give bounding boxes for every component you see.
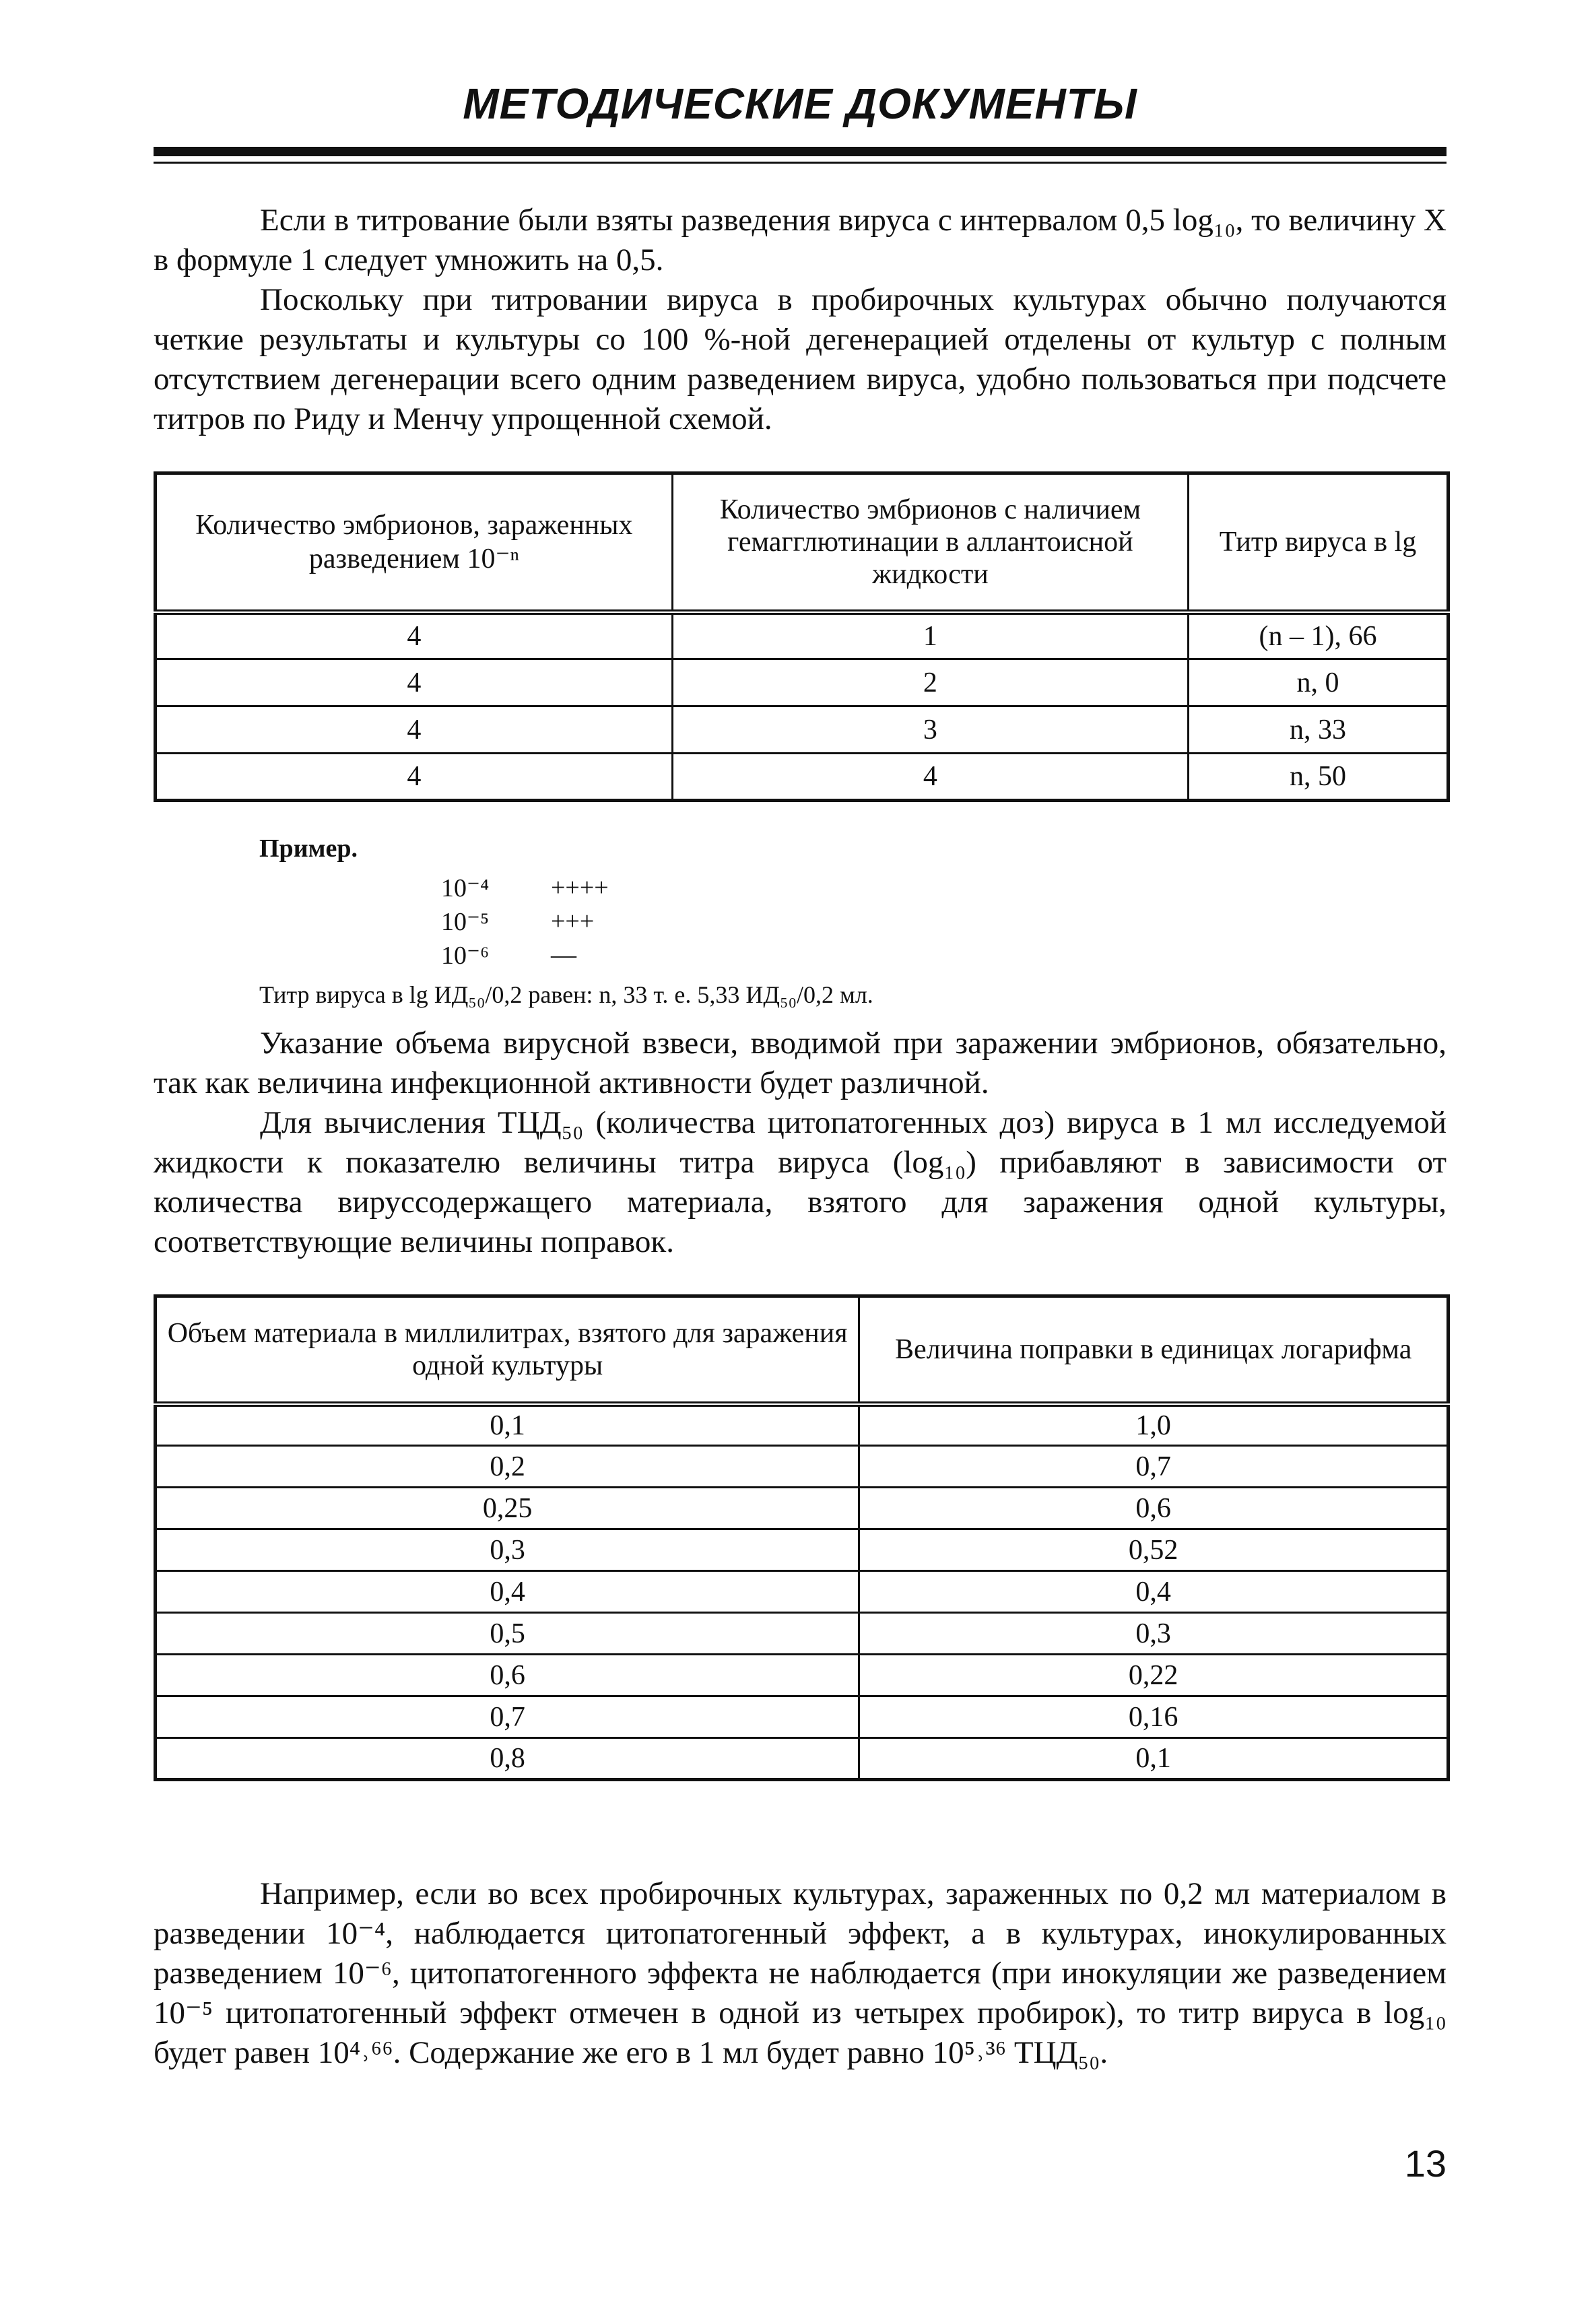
intro-paragraph-2: Поскольку при титровании вируса в пробирочных культурах обычно получаются четкие результаты и культуры со 100 %-ной дегенерацией отделены от культур с полным отсутствием дегенерации всего одним разведением вируса, удобно пользоваться при подсчете титров по Риду и Менчу упрощенной схемой. bbox=[154, 282, 1447, 436]
table-cell: 4 bbox=[156, 659, 673, 706]
table-cell: 0,4 bbox=[156, 1571, 859, 1613]
table-row bbox=[156, 1446, 1449, 1488]
table-cell: 4 bbox=[156, 612, 673, 659]
table-cell: 2 bbox=[672, 659, 1188, 706]
table-cell: 0,22 bbox=[859, 1655, 1449, 1696]
table-row bbox=[156, 1696, 1449, 1738]
example-dilution: 10⁻⁴ bbox=[441, 874, 490, 902]
table-row bbox=[156, 754, 1449, 801]
table-cell: 4 bbox=[156, 706, 673, 754]
table-cell: n, 33 bbox=[1189, 706, 1449, 754]
middle-text bbox=[154, 1024, 1447, 1262]
table-cell: 0,25 bbox=[156, 1488, 859, 1529]
table-cell: 0,3 bbox=[156, 1529, 859, 1571]
intro-text bbox=[154, 201, 1447, 439]
page-number: 13 bbox=[1404, 2142, 1447, 2185]
table-cell: 0,8 bbox=[156, 1738, 859, 1780]
example-result: ++++ bbox=[551, 873, 609, 902]
closing-text bbox=[154, 1874, 1447, 2073]
header-rule-thin bbox=[154, 162, 1447, 164]
titer-table-header-3: Титр вируса в lg bbox=[1189, 473, 1449, 612]
table-cell: 0,6 bbox=[859, 1488, 1449, 1529]
example-label: Пример. bbox=[259, 834, 358, 863]
table-row bbox=[156, 1738, 1449, 1780]
table-row bbox=[156, 1571, 1449, 1613]
table-cell: 0,3 bbox=[859, 1613, 1449, 1655]
example-result: +++ bbox=[551, 907, 595, 935]
table-row bbox=[156, 1529, 1449, 1571]
table-cell: 0,1 bbox=[156, 1404, 859, 1446]
table-row bbox=[156, 706, 1449, 754]
table-cell: 0,2 bbox=[156, 1446, 859, 1488]
table-cell: 0,4 bbox=[859, 1571, 1449, 1613]
table-cell: 1 bbox=[672, 612, 1188, 659]
closing-paragraph-1: Например, если во всех пробирочных культурах, зараженных по 0,2 мл материалом в разведении 10⁻⁴, наблюдается цитопатогенный эффект, а в культурах, инокулированных разведением 10⁻⁶, цитопатогенного эффекта не наблюдается (при инокуляции же разведением 10⁻⁵ цитопатогенный эффект отмечен в одной из четырех пробирок), то титр вируса в log₁₀ будет равен 10⁴˒⁶⁶. Содержание же его в 1 мл будет равно 10⁵˒³⁶ ТЦД₅₀. bbox=[154, 1876, 1447, 2070]
table-cell: 3 bbox=[672, 706, 1188, 754]
titer-table-header-2: Количество эмбрионов с наличием гемагглютинации в аллантоисной жидкости bbox=[672, 473, 1188, 612]
table-row bbox=[156, 659, 1449, 706]
table-cell: (n – 1), 66 bbox=[1189, 612, 1449, 659]
table-row bbox=[156, 1404, 1449, 1446]
middle-paragraph-1: Указание объема вирусной взвеси, вводимой при заражении эмбрионов, обязательно, так как величина инфекционной активности будет различной. bbox=[154, 1026, 1447, 1100]
table-cell: 0,16 bbox=[859, 1696, 1449, 1738]
table-row bbox=[156, 1613, 1449, 1655]
table-cell: 4 bbox=[156, 754, 673, 801]
table-cell: 1,0 bbox=[859, 1404, 1449, 1446]
correction-table bbox=[154, 1294, 1450, 1781]
table-cell: n, 0 bbox=[1189, 659, 1449, 706]
header-rule-thick bbox=[154, 147, 1447, 156]
correction-table-header-2: Величина поправки в единицах логарифма bbox=[859, 1296, 1449, 1404]
table-cell: 4 bbox=[672, 754, 1188, 801]
titer-table bbox=[154, 471, 1450, 802]
example-dilution: 10⁻⁵ bbox=[441, 908, 490, 936]
middle-paragraph-2: Для вычисления ТЦД₅₀ (количества цитопатогенных доз) вируса в 1 мл исследуемой жидкости к показателю величины титра вируса (log₁₀) прибавляют в зависимости от количества вируссодержащего материала, взятого для заражения одной культуры, соответствующие величины поправок. bbox=[154, 1105, 1447, 1259]
table-cell: 0,6 bbox=[156, 1655, 859, 1696]
intro-paragraph-1: Если в титрование были взяты разведения вируса с интервалом 0,5 log₁₀, то величину X в формуле 1 следует умножить на 0,5. bbox=[154, 203, 1447, 277]
correction-table-header-1: Объем материала в миллилитрах, взятого для заражения одной культуры bbox=[156, 1296, 859, 1404]
running-header: МЕТОДИЧЕСКИЕ ДОКУМЕНТЫ bbox=[463, 79, 1137, 128]
table-row bbox=[156, 1488, 1449, 1529]
table-cell: 0,7 bbox=[859, 1446, 1449, 1488]
example-note: Титр вируса в lg ИД₅₀/0,2 равен: n, 33 т. е. 5,33 ИД₅₀/0,2 мл. bbox=[259, 981, 873, 1008]
example-result: — bbox=[551, 941, 576, 969]
table-cell: n, 50 bbox=[1189, 754, 1449, 801]
table-row bbox=[156, 1655, 1449, 1696]
table-cell: 0,7 bbox=[156, 1696, 859, 1738]
table-cell: 0,1 bbox=[859, 1738, 1449, 1780]
example-dilution: 10⁻⁶ bbox=[441, 941, 490, 970]
titer-table-header-1: Количество эмбрионов, зараженных разведением 10⁻ⁿ bbox=[156, 473, 673, 612]
table-row bbox=[156, 612, 1449, 659]
table-cell: 0,5 bbox=[156, 1613, 859, 1655]
table-cell: 0,52 bbox=[859, 1529, 1449, 1571]
